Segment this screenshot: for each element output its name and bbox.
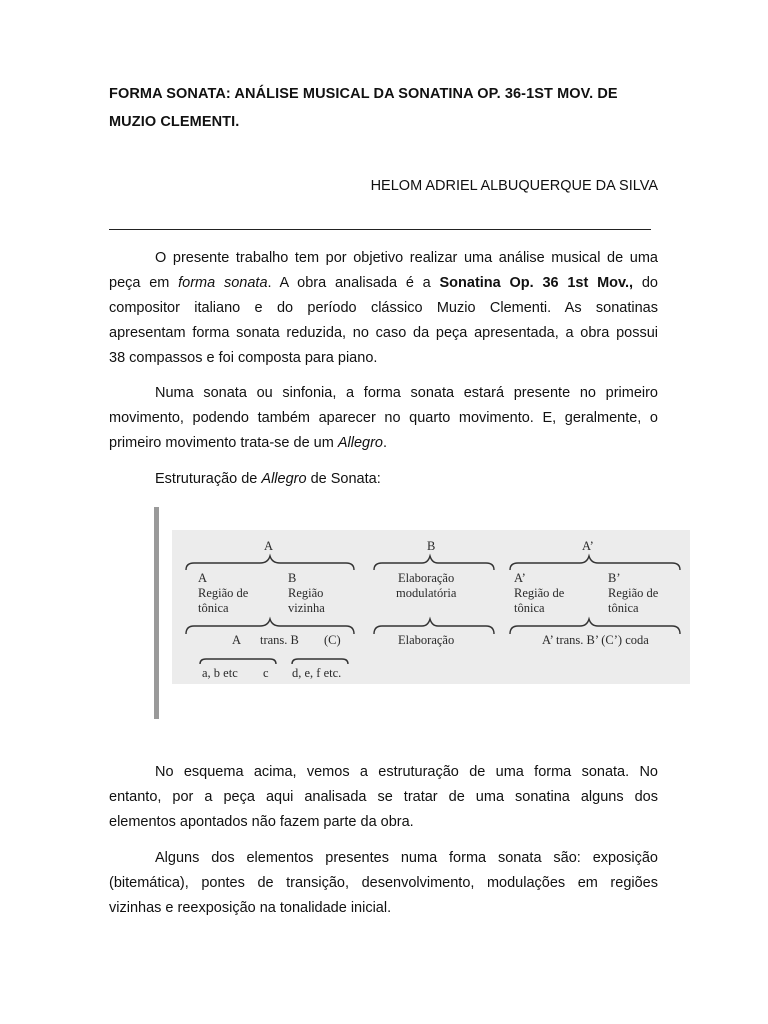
p1-line-4: apresentam forma sonata reduzida, no caso da peça apresentada, a obra possui <box>109 325 658 341</box>
fig-regiao-de: Região de <box>198 586 249 600</box>
fig-tonica-2: tônica <box>514 601 545 615</box>
sonata-structure-figure <box>172 530 690 684</box>
figure-side-bar <box>154 507 159 719</box>
p2-line-3 <box>109 431 658 456</box>
p3-line-1 <box>109 467 658 492</box>
fig-row3-a: a, b etc <box>202 666 238 680</box>
p1-line-2 <box>109 271 658 296</box>
fig-sub-A2: A’ <box>514 571 526 585</box>
paragraph-2 <box>109 381 658 456</box>
fig-elaboracao: Elaboração <box>398 571 455 585</box>
fig-top-B: B <box>427 539 436 553</box>
fig-sub-B: B <box>288 571 297 585</box>
brace-top-A2 <box>510 556 680 570</box>
p1-bold-sonatina: Sonatina Op. 36 1st Mov., <box>439 275 634 291</box>
p2-line-2: movimento, podendo também aparecer no quarto movimento. E, geralmente, o <box>109 410 658 426</box>
p5-line-2: (bitemática), pontes de transição, desenvolvimento, modulações em regiões <box>109 875 658 891</box>
fig-modulatoria: modulatória <box>396 586 457 600</box>
p2-italic-allegro: Allegro <box>337 435 383 451</box>
fig-tonica-3: tônica <box>608 601 639 615</box>
brace-top-B <box>374 556 494 570</box>
p2-text: primeiro movimento trata-se de um <box>109 435 338 451</box>
p1-text: do <box>633 275 658 291</box>
fig-row3-d: d, e, f etc. <box>292 666 342 680</box>
fig-row2-A: A <box>232 633 242 647</box>
fig-top-A2: A’ <box>582 539 594 553</box>
p3-italic-allegro: Allegro <box>261 471 307 487</box>
fig-row2-elaboracao: Elaboração <box>398 633 455 647</box>
sonata-structure-diagram <box>172 530 690 684</box>
fig-vizinha: vizinha <box>288 601 325 615</box>
fig-row2-trans: trans. B <box>260 633 299 647</box>
fig-regiao-de-3: Região de <box>608 586 659 600</box>
fig-sub-A: A <box>198 571 208 585</box>
document-title <box>109 80 661 136</box>
p5-line-3: vizinhas e reexposição na tonalidade inicial. <box>109 900 392 916</box>
brace-mid-B <box>374 619 494 634</box>
brace-low-a <box>200 659 276 664</box>
fig-regiao: Região <box>288 586 324 600</box>
paragraph-4 <box>109 760 658 835</box>
p3-text: Estruturação de <box>155 471 262 487</box>
p1-line-5: 38 compassos e foi composta para piano. <box>109 350 378 366</box>
title-line-2: MUZIO CLEMENTI. <box>109 114 240 130</box>
title-line-1: FORMA SONATA: ANÁLISE MUSICAL DA SONATINA OP. 36-1ST MOV. DE <box>109 86 618 102</box>
fig-row3-c: c <box>263 666 269 680</box>
author-name: HELOM ADRIEL ALBUQUERQUE DA SILVA <box>370 178 658 194</box>
brace-mid-A <box>186 619 354 634</box>
p1-text: peça em <box>109 275 179 291</box>
brace-top-A <box>186 556 354 570</box>
p1-line-3: compositor italiano e do período clássico Muzio Clementi. As sonatinas <box>109 300 658 316</box>
p4-line-1: No esquema acima, vemos a estruturação de uma forma sonata. No <box>155 764 658 780</box>
p2-line-1: Numa sonata ou sinfonia, a forma sonata estará presente no primeiro <box>155 385 658 401</box>
fig-row2-C: (C) <box>324 633 341 647</box>
paragraph-3 <box>109 467 658 492</box>
fig-sub-B2: B’ <box>608 571 621 585</box>
fig-regiao-de-2: Região de <box>514 586 565 600</box>
p5-line-1: Alguns dos elementos presentes numa forma sonata são: exposição <box>155 850 658 866</box>
p1-line-1: O presente trabalho tem por objetivo realizar uma análise musical de uma <box>155 250 658 266</box>
fig-top-A: A <box>264 539 274 553</box>
p4-line-2: entanto, por a peça aqui analisada se tratar de uma sonatina alguns dos <box>109 789 658 805</box>
brace-low-d <box>292 659 348 664</box>
fig-tonica: tônica <box>198 601 229 615</box>
fig-row2-right: A’ trans. B’ (C’) coda <box>542 633 649 647</box>
paragraph-5 <box>109 846 658 921</box>
p1-text: . A obra analisada é a <box>267 275 440 291</box>
p2-text: . <box>383 435 388 451</box>
brace-mid-A2 <box>510 619 680 634</box>
p1-italic-forma-sonata: forma sonata <box>178 275 268 291</box>
separator-line <box>109 229 651 230</box>
p4-line-3: elementos apontados não fazem parte da obra. <box>109 814 414 830</box>
p3-text: de Sonata: <box>306 471 381 487</box>
paragraph-1 <box>109 246 658 371</box>
